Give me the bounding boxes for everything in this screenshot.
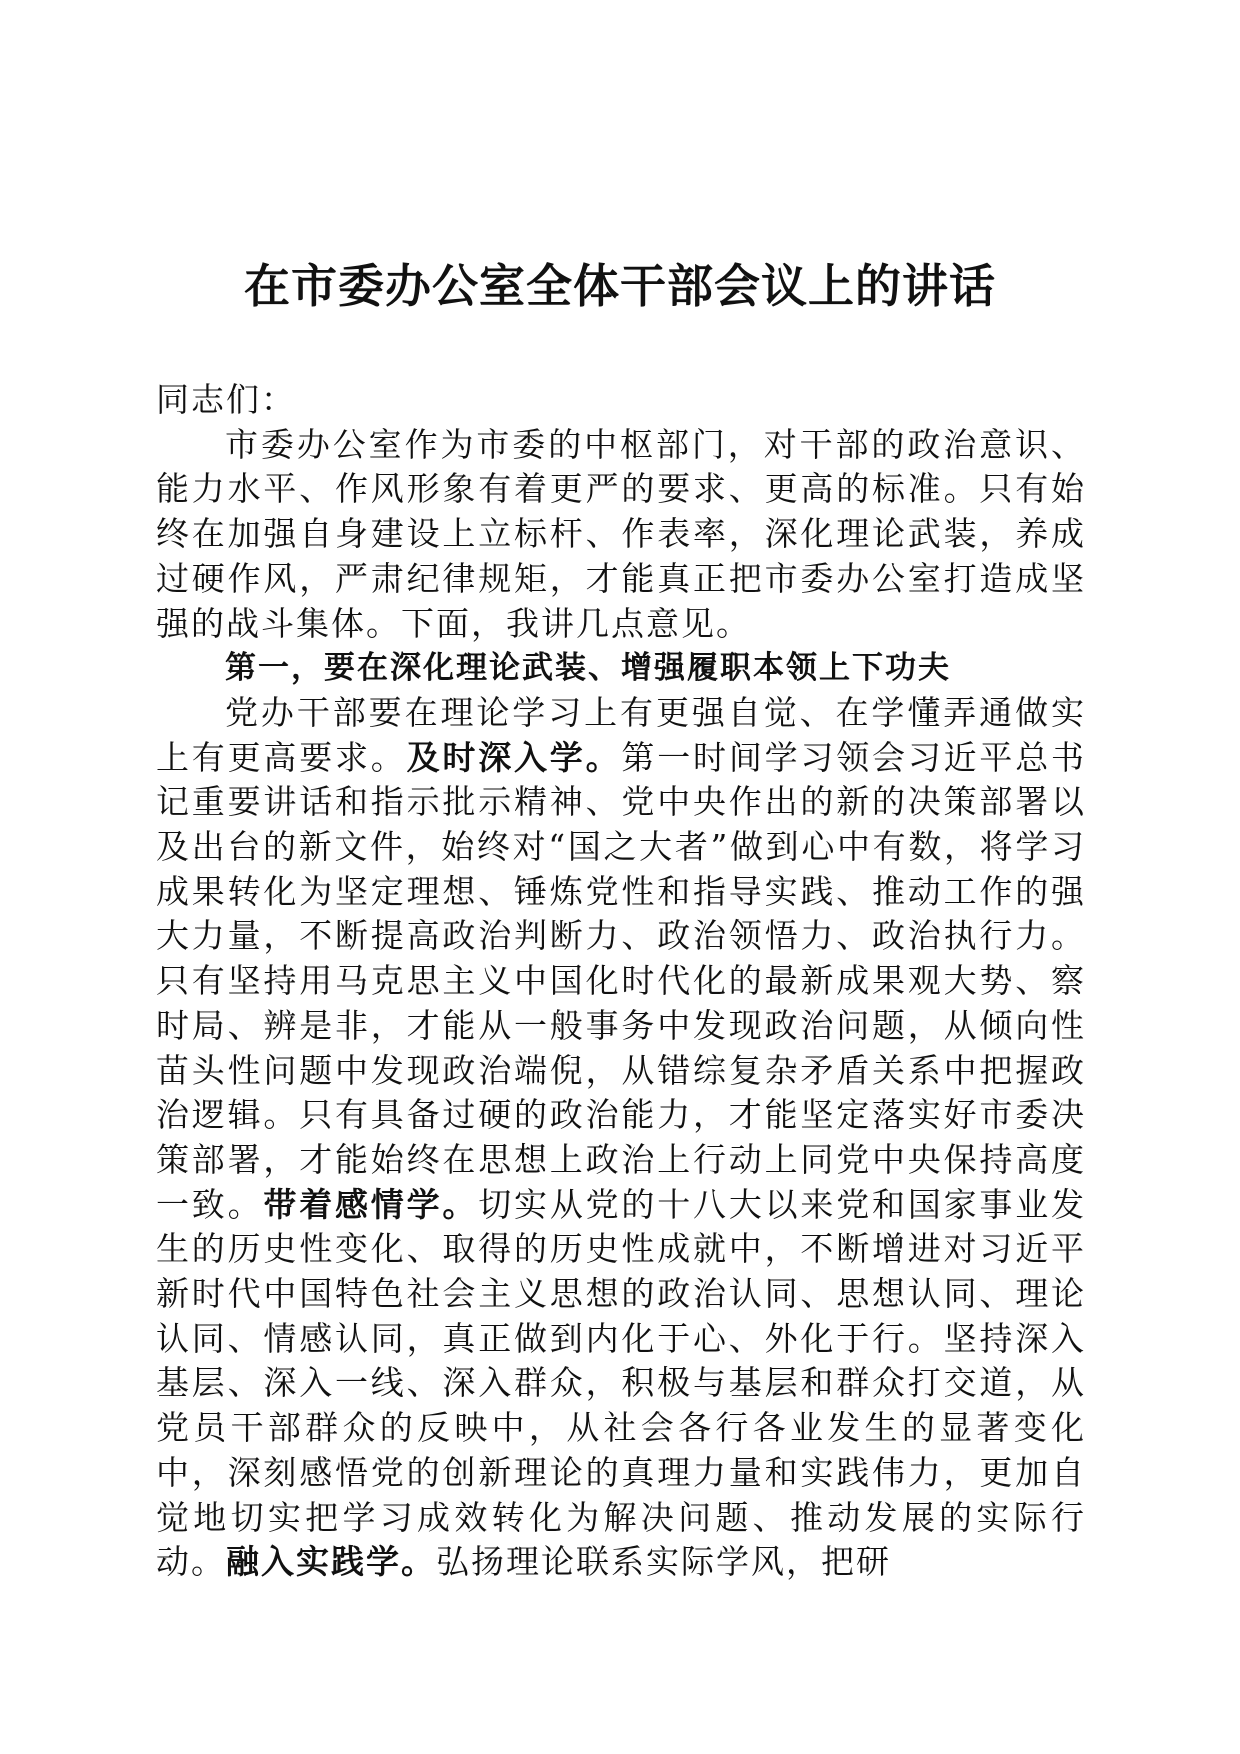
section-text-4: 弘扬理论联系实际学风，把研 [436,1542,891,1582]
document-title: 在市委办公室全体干部会议上的讲话 [244,259,996,313]
bold-point-2: 带着感情学。 [263,1184,479,1224]
salutation: 同志们： [156,380,296,419]
section-text-1: 党办干部要在理论学习上有更强自觉、在学懂弄通做实上有更高要求。 [156,692,1086,777]
document-body [156,378,1086,1585]
section-paragraph [156,691,1086,1585]
section-text-3: 切实从党的十八大以来党和国家事业发生的历史性变化、取得的历史性成就中，不断增进对习近平新时代中国特色社会主义思想的政治认同、思想认同、理论认同、情感认同，真正做到内化于心、外化于行。坚持深入基层、深入一线、深入群众，积极与基层和群众打交道，从党员干部群众的反映中，从社会各行各业发生的显著变化中，深刻感悟党的创新理论的真理力量和实践伟力，更加自觉地切实把学习成效转化为解决问题、推动发展的实际行动。 [156,1184,1087,1582]
bold-point-1: 及时深入学。 [406,737,622,777]
bold-point-3: 融入实践学。 [226,1542,436,1582]
section-text-2: 第一时间学习领会习近平总书记重要讲话和指示批示精神、党中央作出的新的决策部署以及出台的新文件，始终对“国之大者”做到心中有数，将学习成果转化为坚定理想、锤炼党性和指导实践、推动工作的强大力量，不断提高政治判断力、政治领悟力、政治执行力。只有坚持用马克思主义中国化时代化的最新成果观大势、察时局、辨是非，才能从一般事务中发现政治问题，从倾向性苗头性问题中发现政治端倪，从错综复杂矛盾关系中把握政治逻辑。只有具备过硬的政治能力，才能坚定落实好市委决策部署，才能始终在思想上政治上行动上同党中央保持高度一致。 [156,737,1087,1224]
intro-paragraph: 市委办公室作为市委的中枢部门，对干部的政治意识、能力水平、作风形象有着更严的要求、更高的标准。只有始终在加强自身建设上立标杆、作表率，深化理论武装，养成过硬作风，严肃纪律规矩，才能真正把市委办公室打造成坚强的战斗集体。下面，我讲几点意见。 [156,424,1086,643]
section-heading: 第一，要在深化理论武装、增强履职本领上下功夫 [225,650,951,687]
